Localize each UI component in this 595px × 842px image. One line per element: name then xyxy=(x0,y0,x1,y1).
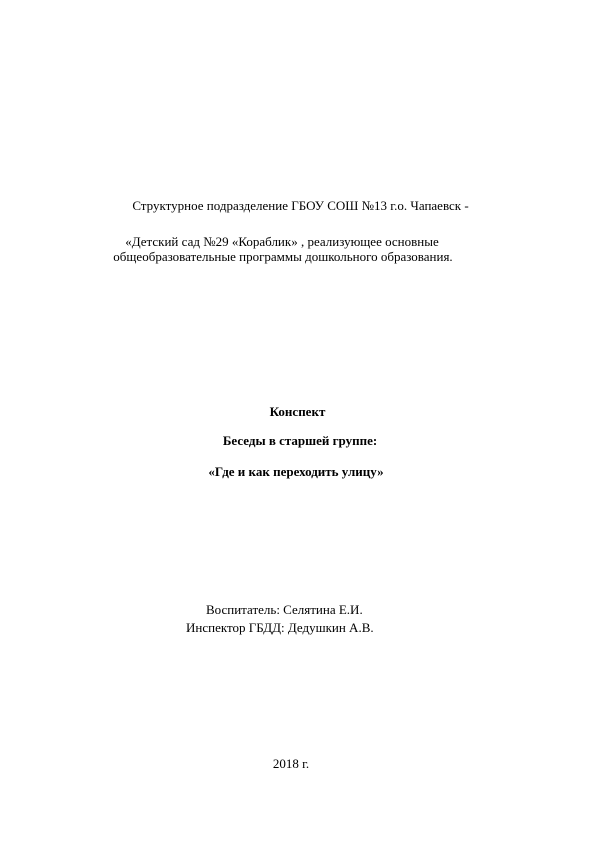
document-subtitle: Беседы в старшей группе: xyxy=(222,433,378,448)
document-title: Конспект xyxy=(269,404,326,419)
teacher-credit: Воспитатель: Селятина Е.И. xyxy=(206,602,363,617)
organization-line-2: «Детский сад №29 «Кораблик» , реализующее основные xyxy=(125,234,439,249)
inspector-credit: Инспектор ГБДД: Дедушкин А.В. xyxy=(186,620,374,635)
document-year: 2018 г. xyxy=(272,756,310,771)
organization-line-1: Структурное подразделение ГБОУ СОШ №13 г.о. Чапаевск - xyxy=(132,198,469,213)
document-topic: «Где и как переходить улицу» xyxy=(208,464,384,479)
organization-line-3: общеобразовательные программы дошкольного образования. xyxy=(113,249,453,264)
